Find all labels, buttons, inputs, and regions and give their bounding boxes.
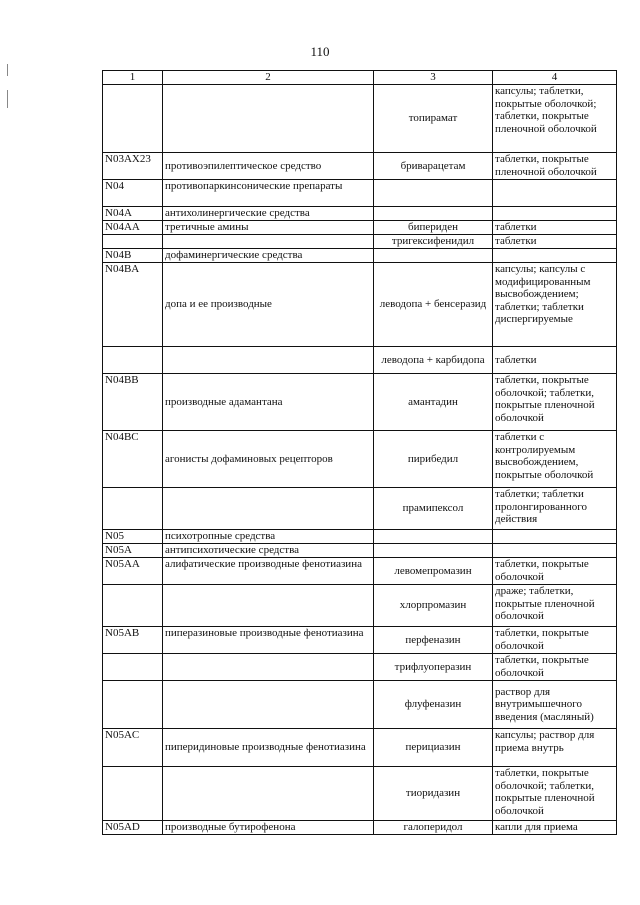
table-row	[103, 347, 617, 374]
drug-name-cell: трифлуоперазин	[374, 654, 493, 681]
atc-code-cell: N04BC	[103, 431, 163, 488]
dosage-form-cell: таблетки; таблетки пролонгированного действия	[493, 488, 617, 530]
drug-name-cell: бипериден	[374, 221, 493, 235]
dosage-form-cell	[493, 249, 617, 263]
group-cell	[163, 347, 374, 374]
atc-code-cell: N05AD	[103, 821, 163, 835]
group-cell	[163, 681, 374, 729]
group-cell	[163, 235, 374, 249]
dosage-form-cell: капсулы; раствор для приема внутрь	[493, 729, 617, 767]
drug-name-cell	[374, 180, 493, 207]
group-cell: антихолинергические средства	[163, 207, 374, 221]
group-cell: допа и ее производные	[163, 263, 374, 347]
table-row	[103, 585, 617, 627]
table-row	[103, 207, 617, 221]
group-cell: пиперазиновые производные фенотиазина	[163, 627, 374, 654]
drug-name-cell: тиоридазин	[374, 767, 493, 821]
table-row	[103, 221, 617, 235]
atc-code-cell	[103, 488, 163, 530]
drug-name-cell: леводопа + карбидопа	[374, 347, 493, 374]
group-cell: агонисты дофаминовых рецепторов	[163, 431, 374, 488]
drug-name-cell: галоперидол	[374, 821, 493, 835]
dosage-form-cell: таблетки	[493, 221, 617, 235]
atc-code-cell: N05	[103, 530, 163, 544]
drug-name-cell	[374, 530, 493, 544]
drug-name-cell: леводопа + бенсеразид	[374, 263, 493, 347]
dosage-form-cell: таблетки	[493, 235, 617, 249]
dosage-form-cell: таблетки, покрытые оболочкой; таблетки, покрытые пленочной оболочкой	[493, 374, 617, 431]
group-cell	[163, 585, 374, 627]
drug-name-cell: пирибедил	[374, 431, 493, 488]
group-cell: третичные амины	[163, 221, 374, 235]
dosage-form-cell: раствор для внутримышечного введения (масляный)	[493, 681, 617, 729]
group-cell: противопаркинсонические препараты	[163, 180, 374, 207]
table-row	[103, 180, 617, 207]
drug-name-cell: левомепромазин	[374, 558, 493, 585]
table-row	[103, 821, 617, 835]
atc-code-cell: N04BB	[103, 374, 163, 431]
dosage-form-cell	[493, 207, 617, 221]
drug-table	[102, 70, 617, 835]
drug-name-cell: амантадин	[374, 374, 493, 431]
dosage-form-cell: таблетки, покрытые оболочкой	[493, 627, 617, 654]
atc-code-cell	[103, 654, 163, 681]
table-row	[103, 767, 617, 821]
dosage-form-cell: таблетки с контролируемым высвобождением, покрытые оболочкой	[493, 431, 617, 488]
dosage-form-cell: таблетки	[493, 347, 617, 374]
atc-code-cell: N05A	[103, 544, 163, 558]
table-row	[103, 263, 617, 347]
column-header: 1	[103, 71, 163, 85]
table-row	[103, 153, 617, 180]
atc-code-cell	[103, 585, 163, 627]
dosage-form-cell	[493, 530, 617, 544]
column-header: 4	[493, 71, 617, 85]
margin-mark-bottom	[7, 90, 8, 108]
table-row	[103, 374, 617, 431]
atc-code-cell: N04AA	[103, 221, 163, 235]
atc-code-cell	[103, 85, 163, 153]
dosage-form-cell: таблетки, покрытые оболочкой	[493, 654, 617, 681]
drug-name-cell: хлорпромазин	[374, 585, 493, 627]
dosage-form-cell: драже; таблетки, покрытые пленочной оболочкой	[493, 585, 617, 627]
atc-code-cell: N05AB	[103, 627, 163, 654]
drug-name-cell: перициазин	[374, 729, 493, 767]
table-row	[103, 544, 617, 558]
table-row	[103, 431, 617, 488]
dosage-form-cell: таблетки, покрытые оболочкой	[493, 558, 617, 585]
group-cell: производные адамантана	[163, 374, 374, 431]
atc-code-cell: N03AX23	[103, 153, 163, 180]
dosage-form-cell: капсулы; капсулы с модифицированным высвобождением; таблетки; таблетки диспергируемые	[493, 263, 617, 347]
drug-name-cell: прамипексол	[374, 488, 493, 530]
page-number: 110	[310, 44, 330, 59]
drug-name-cell: топирамат	[374, 85, 493, 153]
table-row	[103, 85, 617, 153]
dosage-form-cell: капсулы; таблетки, покрытые оболочкой; таблетки, покрытые пленочной оболочкой	[493, 85, 617, 153]
atc-code-cell	[103, 347, 163, 374]
margin-mark-top	[7, 64, 8, 76]
table-header-row	[103, 71, 617, 85]
drug-name-cell: тригексифенидил	[374, 235, 493, 249]
group-cell: противоэпилептическое средство	[163, 153, 374, 180]
group-cell: пиперидиновые производные фенотиазина	[163, 729, 374, 767]
drug-name-cell	[374, 207, 493, 221]
drug-name-cell: флуфеназин	[374, 681, 493, 729]
atc-code-cell	[103, 681, 163, 729]
dosage-form-cell: капли для приема	[493, 821, 617, 835]
group-cell: производные бутирофенона	[163, 821, 374, 835]
dosage-form-cell: таблетки, покрытые пленочной оболочкой	[493, 153, 617, 180]
atc-code-cell	[103, 235, 163, 249]
drug-name-cell	[374, 249, 493, 263]
dosage-form-cell	[493, 180, 617, 207]
group-cell	[163, 85, 374, 153]
drug-name-cell: перфеназин	[374, 627, 493, 654]
group-cell: алифатические производные фенотиазина	[163, 558, 374, 585]
atc-code-cell: N04B	[103, 249, 163, 263]
dosage-form-cell	[493, 544, 617, 558]
table-row	[103, 235, 617, 249]
table-row	[103, 558, 617, 585]
drug-name-cell: бриварацетам	[374, 153, 493, 180]
atc-code-cell: N04A	[103, 207, 163, 221]
group-cell: психотропные средства	[163, 530, 374, 544]
atc-code-cell: N05AC	[103, 729, 163, 767]
group-cell: дофаминергические средства	[163, 249, 374, 263]
drug-name-cell	[374, 544, 493, 558]
group-cell	[163, 767, 374, 821]
atc-code-cell: N05AA	[103, 558, 163, 585]
table-row	[103, 729, 617, 767]
group-cell	[163, 488, 374, 530]
atc-code-cell: N04BA	[103, 263, 163, 347]
table-row	[103, 488, 617, 530]
table-row	[103, 627, 617, 654]
group-cell: антипсихотические средства	[163, 544, 374, 558]
group-cell	[163, 654, 374, 681]
column-header: 2	[163, 71, 374, 85]
atc-code-cell: N04	[103, 180, 163, 207]
table-row	[103, 681, 617, 729]
column-header: 3	[374, 71, 493, 85]
table-row	[103, 654, 617, 681]
dosage-form-cell: таблетки, покрытые оболочкой; таблетки, покрытые пленочной оболочкой	[493, 767, 617, 821]
table-row	[103, 249, 617, 263]
atc-code-cell	[103, 767, 163, 821]
table-row	[103, 530, 617, 544]
